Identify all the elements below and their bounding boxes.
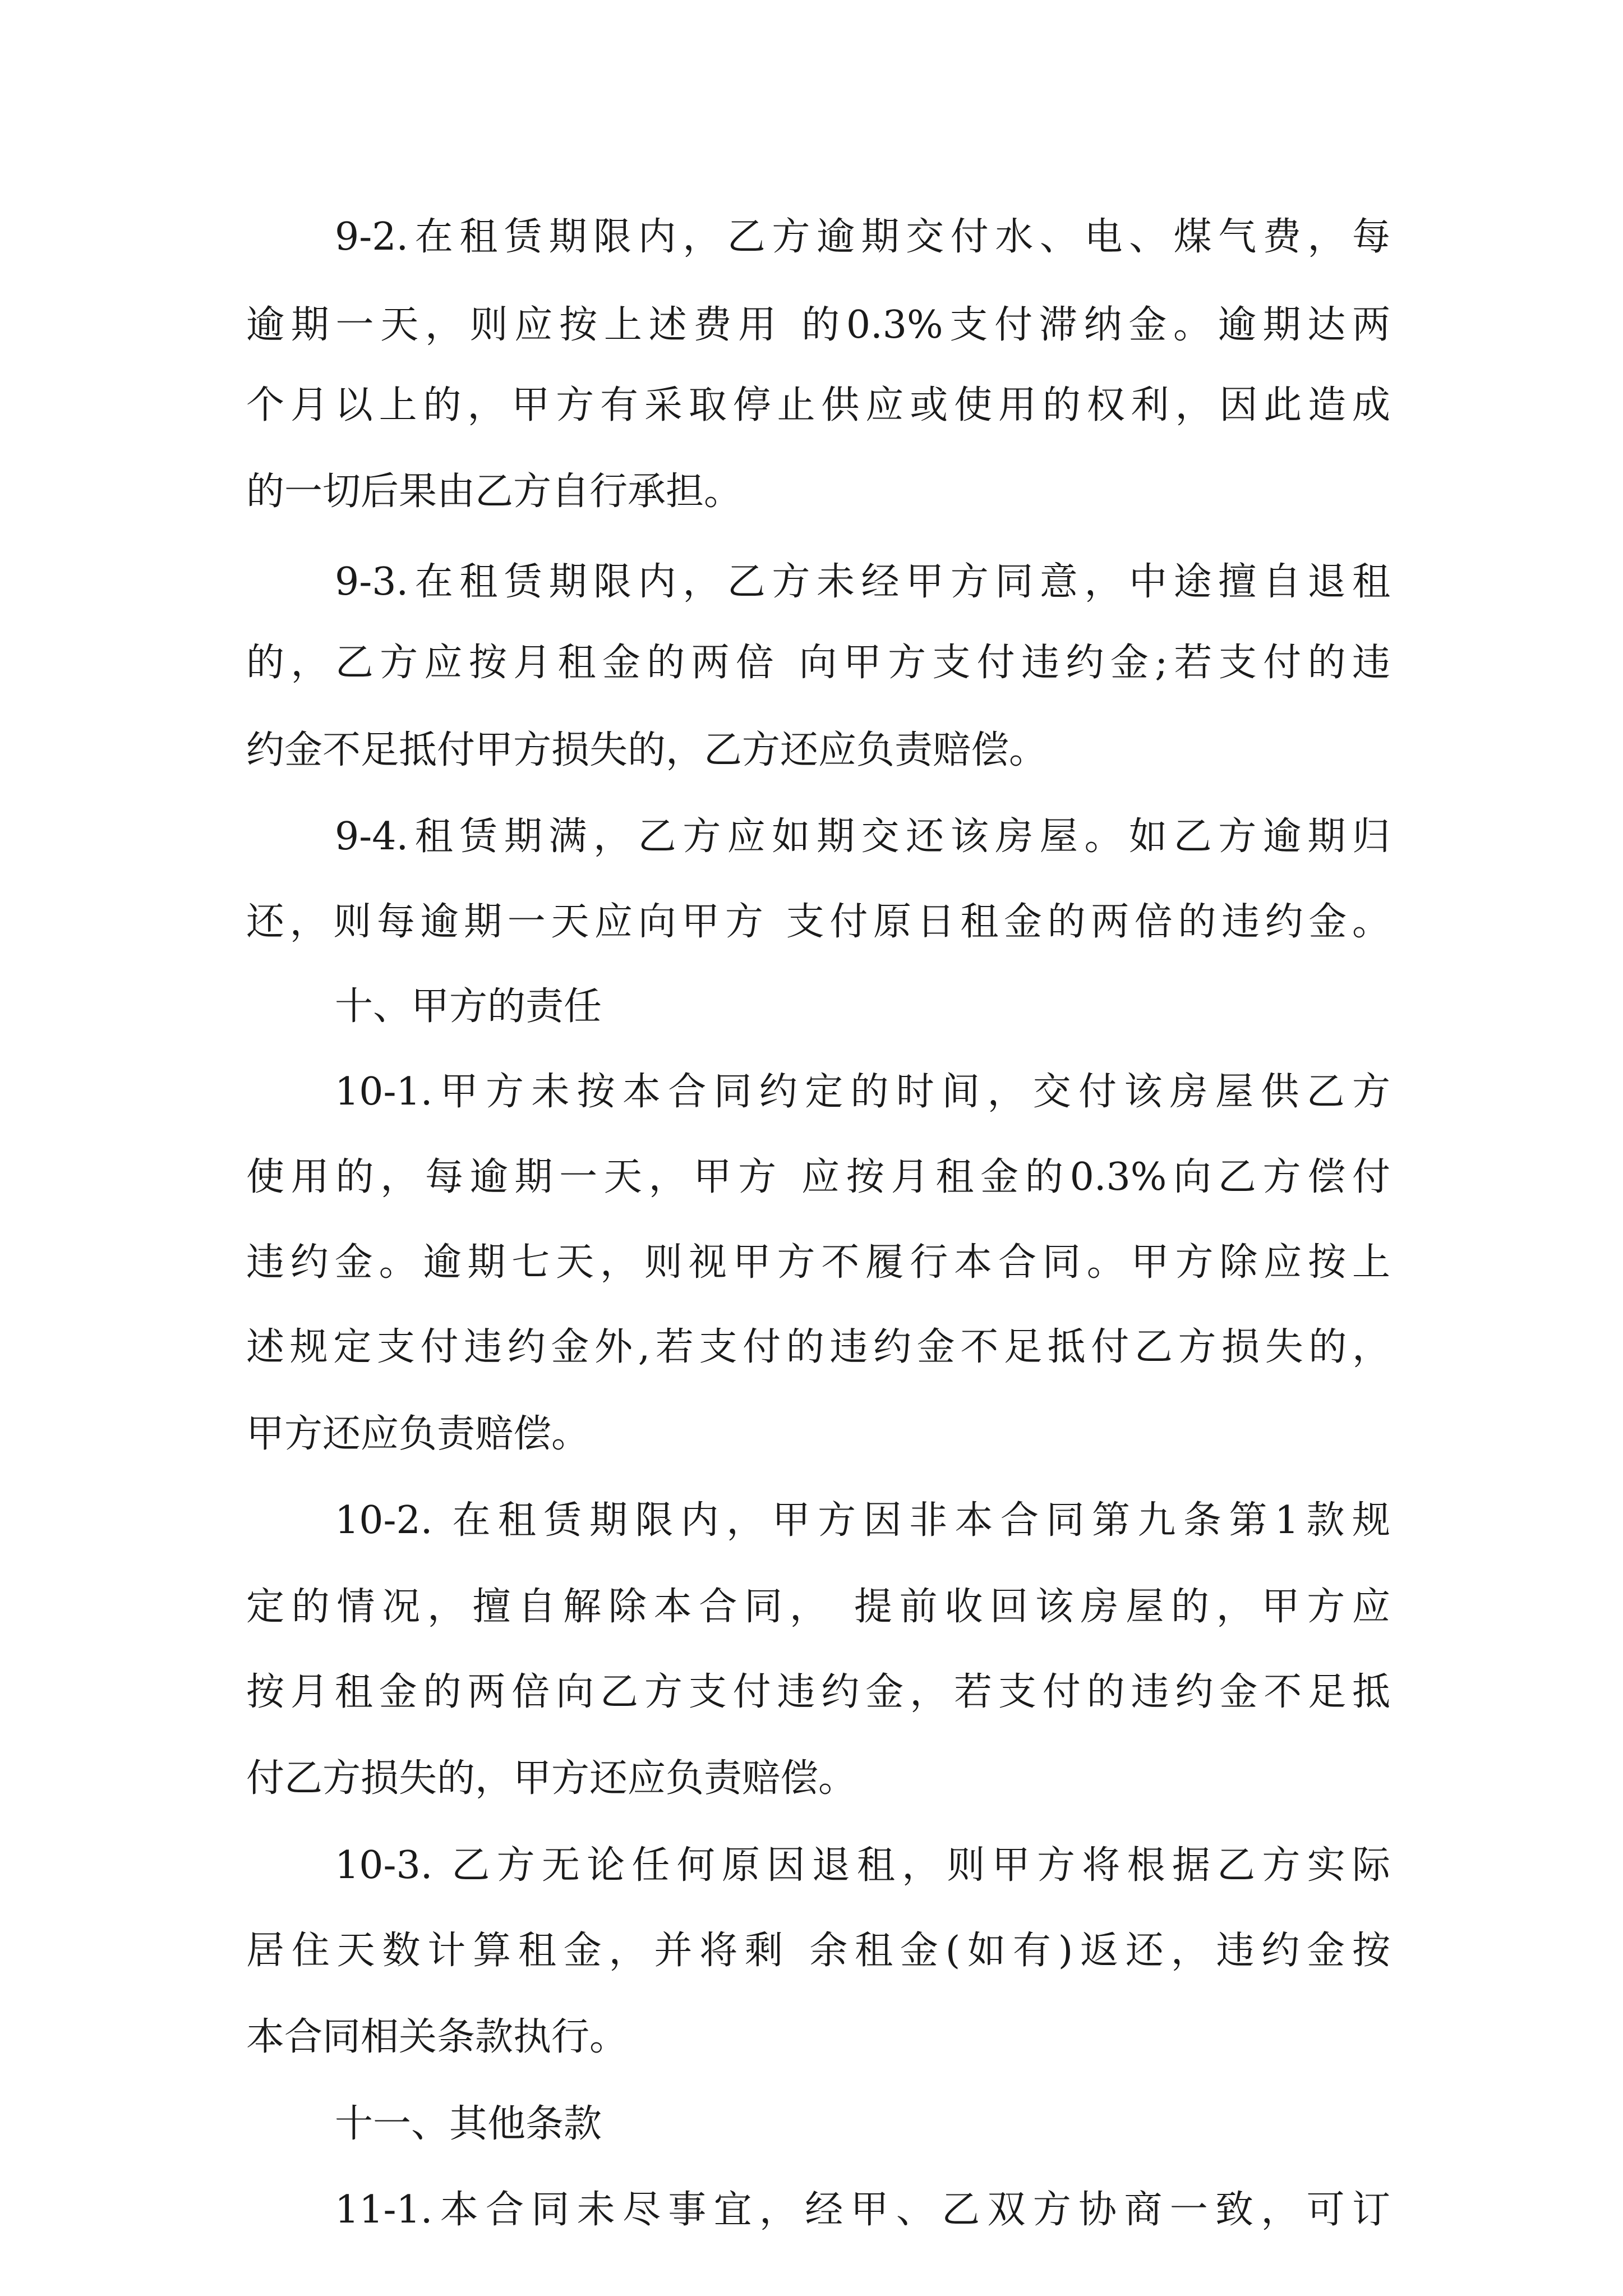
text-line: 9-4.租赁期满，乙方应如期交还该房屋。如乙方逾期归 <box>335 815 1390 859</box>
text-line: 述规定支付违约金外,若支付的违约金不足抵付乙方损失的， <box>246 1325 1390 1369</box>
text-line: 的，乙方应按月租金的两倍 向甲方支付违约金;若支付的违 <box>246 641 1390 685</box>
text-line: 还，则每逾期一天应向甲方 支付原日租金的两倍的违约金。 <box>246 900 1390 944</box>
text-line: 个月以上的，甲方有采取停止供应或使用的权利，因此造成 <box>246 383 1390 427</box>
text-line: 9-3.在租赁期限内，乙方未经甲方同意，中途擅自退租 <box>335 560 1390 604</box>
text-line: 定的情况，擅自解除本合同， 提前收回该房屋的，甲方应 <box>246 1585 1390 1629</box>
text-line: 使用的，每逾期一天，甲方 应按月租金的0.3%向乙方偿付 <box>246 1155 1390 1199</box>
text-line: 约金不足抵付甲方损失的，乙方还应负责赔偿。 <box>246 728 1048 772</box>
text-line: 违约金。逾期七天，则视甲方不履行本合同。甲方除应按上 <box>246 1240 1390 1285</box>
text-line: 本合同相关条款执行。 <box>246 2015 628 2059</box>
text-line: 9-2.在租赁期限内，乙方逾期交付水、电、煤气费，每 <box>335 215 1390 259</box>
text-line: 逾期一天，则应按上述费用 的0.3%支付滞纳金。逾期达两 <box>246 303 1390 347</box>
text-line: 十、甲方的责任 <box>335 984 602 1029</box>
text-line: 甲方还应负责赔偿。 <box>246 1412 590 1456</box>
text-line: 10-1.甲方未按本合同约定的时间，交付该房屋供乙方 <box>335 1070 1390 1114</box>
text-line: 居住天数计算租金，并将剩 余租金(如有)返还，违约金按 <box>246 1929 1390 1973</box>
text-line: 十一、其他条款 <box>335 2102 602 2146</box>
text-line: 10-2. 在租赁期限内，甲方因非本合同第九条第1款规 <box>335 1498 1390 1543</box>
text-line: 付乙方损失的，甲方还应负责赔偿。 <box>246 1756 857 1801</box>
text-line: 按月租金的两倍向乙方支付违约金，若支付的违约金不足抵 <box>246 1670 1390 1714</box>
text-line: 的一切后果由乙方自行承担。 <box>246 470 743 514</box>
text-line: 10-3. 乙方无论任何原因退租，则甲方将根据乙方实际 <box>335 1843 1390 1888</box>
text-line: 11-1.本合同未尽事宜，经甲、乙双方协商一致，可订 <box>335 2188 1390 2232</box>
